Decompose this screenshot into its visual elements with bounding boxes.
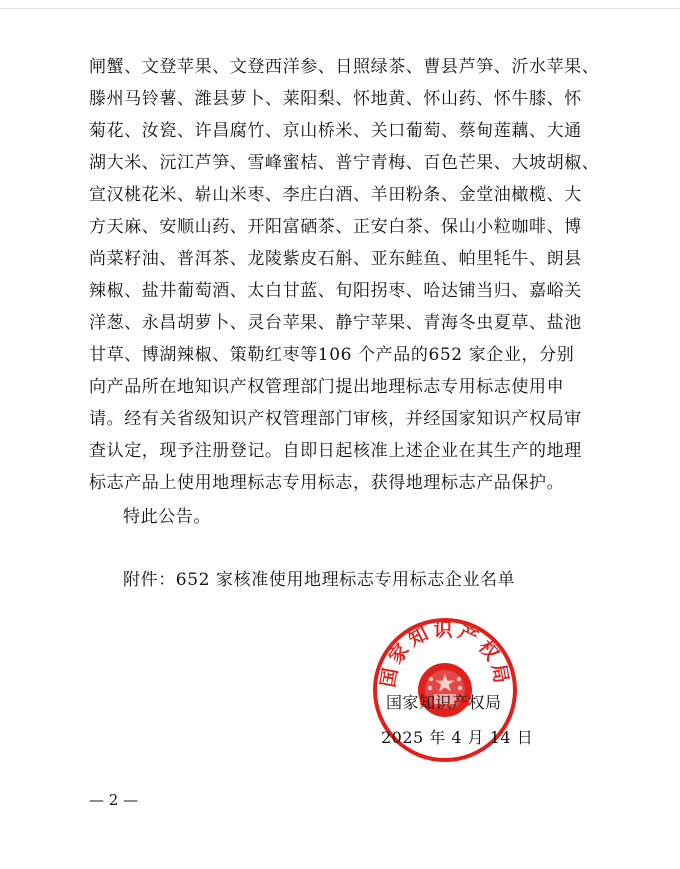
body-line: 向产品所在地知识产权管理部门提出地理标志专用标志使用申 xyxy=(89,377,565,397)
page-number: — 2 — xyxy=(89,791,139,809)
attachment-note: 附件：652 家核准使用地理标志专用标志企业名单 xyxy=(123,570,516,590)
body-line: 请。经有关省级知识产权管理部门审核，并经国家知识产权局审 xyxy=(89,409,582,429)
seal-text: 国家知识产权局 xyxy=(377,619,513,689)
body-line: 辣椒、盐井葡萄酒、太白甘蓝、旬阳拐枣、哈达铺当归、嘉峪关 xyxy=(89,281,582,301)
body-line: 查认定，现予注册登记。自即日起核准上述企业在其生产的地理 xyxy=(89,441,582,461)
body-line: 洋葱、永昌胡萝卜、灵台苹果、静宁苹果、青海冬虫夏草、盐池 xyxy=(89,313,582,333)
body-line: 宣汉桃花米、崭山米枣、李庄白酒、羊田粉条、金堂油橄榄、大 xyxy=(89,185,582,205)
issue-date: 2025 年 4 月 14 日 xyxy=(381,728,534,747)
body-line: 标志产品上使用地理标志专用标志，获得地理标志产品保护。 xyxy=(89,473,565,493)
body-line: 湖大米、沅江芦笋、雪峰蜜桔、普宁青梅、百色芒果、大坡胡椒、 xyxy=(89,153,600,173)
body-line: 甘草、博湖辣椒、策勒红枣等106 个产品的652 家企业，分别 xyxy=(89,345,575,365)
closing-remark: 特此公告。 xyxy=(123,507,211,527)
body-line: 闸蟹、文登苹果、文登西洋参、日照绿茶、曹县芦笋、沂水苹果、 xyxy=(89,57,600,77)
issuing-authority: 国家知识产权局 xyxy=(386,693,502,712)
body-line: 方天麻、安顺山药、开阳富硒茶、正安白茶、保山小粒咖啡、博 xyxy=(89,217,582,237)
body-line: 滕州马铃薯、潍县萝卜、莱阳梨、怀地黄、怀山药、怀牛膝、怀 xyxy=(89,89,582,109)
body-line: 尚菜籽油、普洱茶、龙陵紫皮石斛、亚东鲑鱼、帕里牦牛、朗县 xyxy=(89,249,582,269)
body-line: 菊花、汝瓷、许昌腐竹、京山桥米、关口葡萄、蔡甸莲藕、大通 xyxy=(89,121,582,141)
